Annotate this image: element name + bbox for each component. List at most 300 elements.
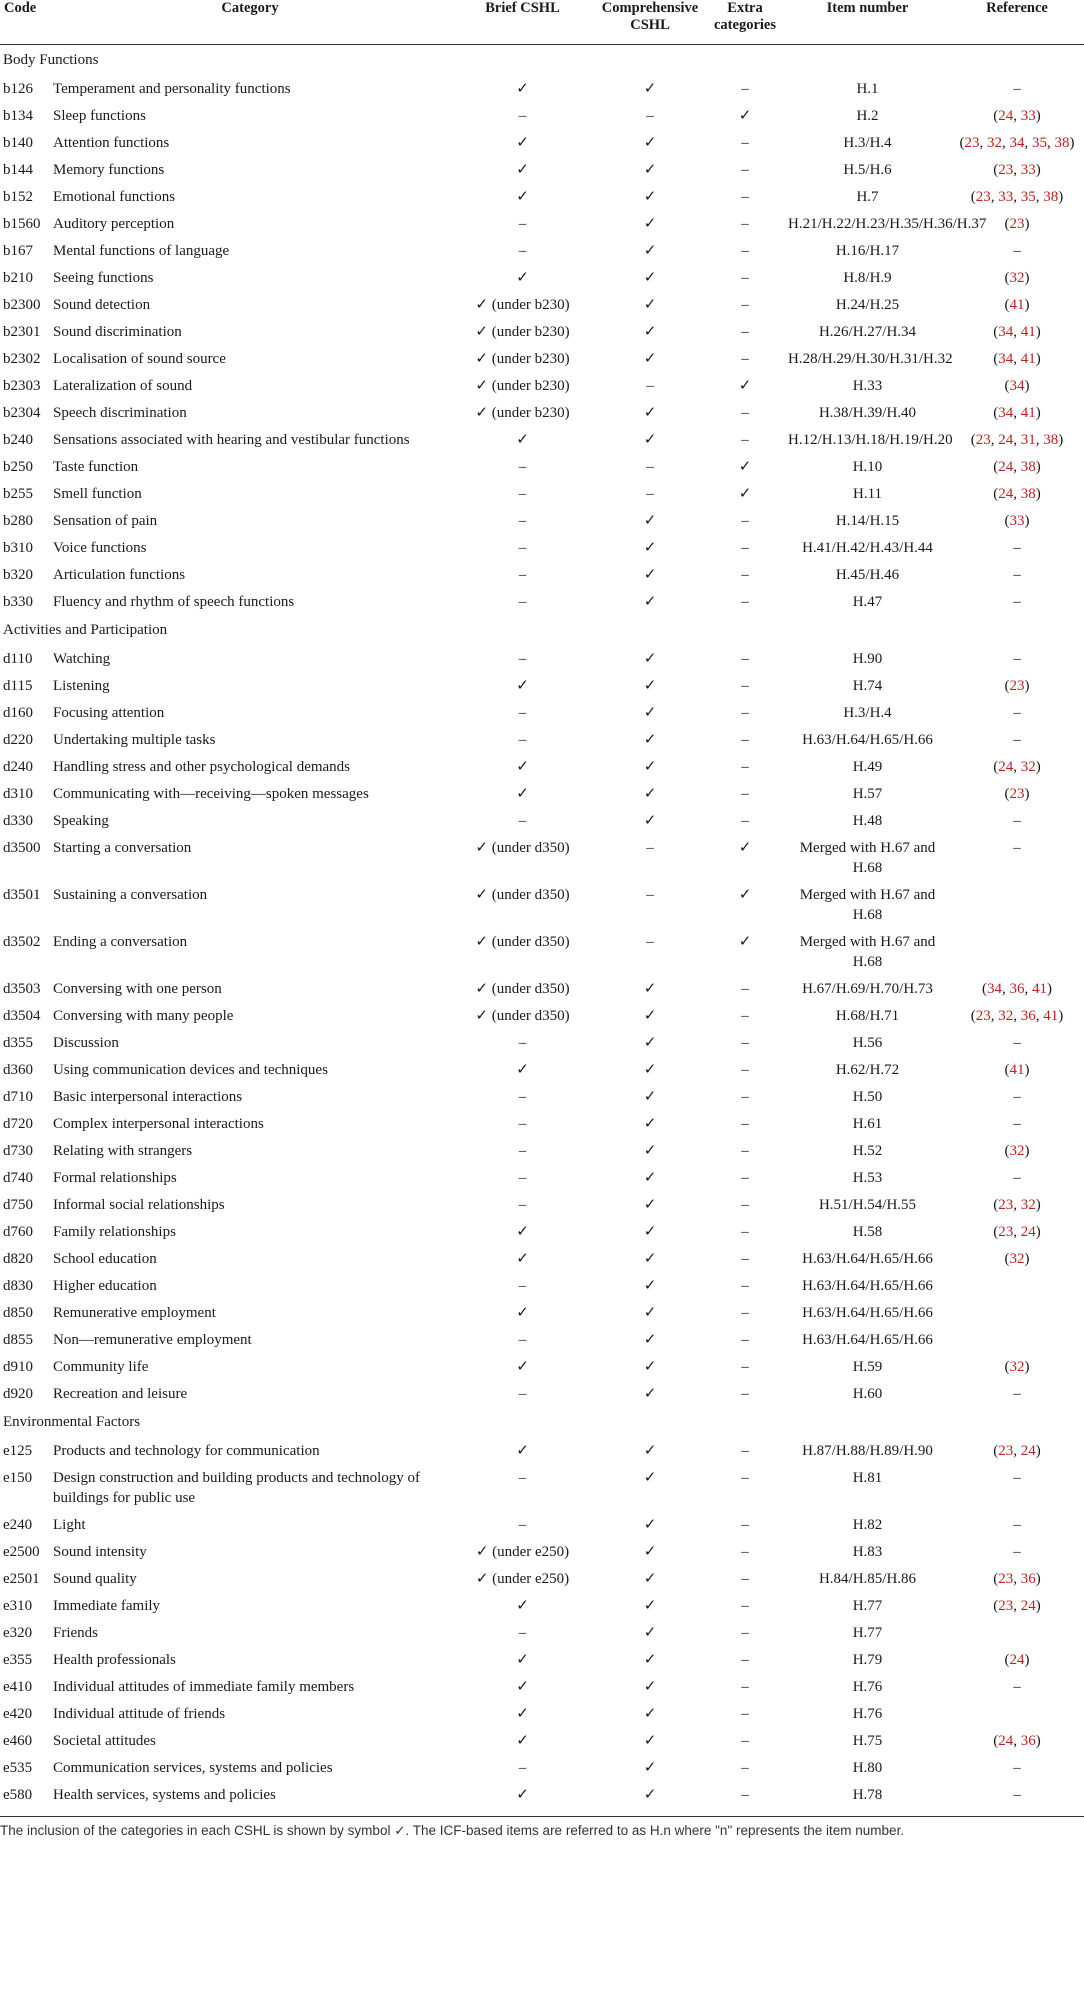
reference-link[interactable]: 34: [998, 405, 1014, 421]
reference-cell: (32): [1004, 1359, 1030, 1375]
code-cell: d3502: [3, 934, 41, 950]
reference-cell: [950, 534, 1084, 561]
extra-category-cell: –: [741, 1652, 749, 1668]
reference-cell: [950, 726, 1084, 753]
table-row: [0, 156, 1084, 183]
reference-link[interactable]: 41: [1020, 405, 1036, 421]
code-cell: d3503: [3, 981, 41, 997]
reference-cell: [950, 1700, 1084, 1727]
comprehensive-cshl-cell: ✓: [643, 1359, 657, 1375]
reference-cell: [950, 645, 1084, 672]
reference-link[interactable]: 24: [998, 1733, 1014, 1749]
code-cell: d820: [3, 1251, 33, 1267]
header-code: Code: [0, 0, 50, 45]
header-brief-cshl: Brief CSHL: [450, 0, 595, 45]
reference-link[interactable]: 24: [998, 486, 1014, 502]
extra-category-cell: –: [741, 324, 749, 340]
table-row: [0, 102, 1084, 129]
reference-dash: –: [1013, 1544, 1021, 1560]
code-cell: e240: [3, 1517, 33, 1533]
extra-category-cell: –: [741, 705, 749, 721]
reference-link[interactable]: 24: [1009, 1652, 1025, 1668]
reference-link[interactable]: 23: [1009, 216, 1025, 232]
extra-category-cell: –: [741, 1224, 749, 1240]
table-row: [0, 645, 1084, 672]
item-number-cell: H.76: [852, 1679, 883, 1695]
table-row: [0, 1565, 1084, 1592]
reference-link[interactable]: 32: [987, 135, 1002, 151]
reference-link[interactable]: 41: [1032, 981, 1047, 997]
category-cell: Individual attitudes of immediate family members: [53, 1679, 355, 1695]
extra-category-cell: –: [741, 1116, 749, 1132]
comprehensive-cshl-cell: –: [646, 486, 654, 502]
header-extra-categories: Extra categories: [705, 0, 785, 45]
reference-link[interactable]: 23: [998, 1598, 1014, 1614]
reference-link[interactable]: 35: [1032, 135, 1047, 151]
item-number-cell: H.61: [852, 1116, 883, 1132]
table-row: [0, 507, 1084, 534]
table-row: [0, 1056, 1084, 1083]
comprehensive-cshl-cell: ✓: [643, 189, 657, 205]
reference-link[interactable]: 23: [998, 1443, 1014, 1459]
category-cell: Communication services, systems and policies: [53, 1760, 333, 1776]
category-cell: Sound discrimination: [53, 324, 182, 340]
item-number-cell: H.57: [852, 786, 883, 802]
brief-cshl-cell: –: [518, 216, 527, 232]
item-number-cell: H.76: [852, 1706, 883, 1722]
category-cell: Attention functions: [53, 135, 170, 151]
reference-link[interactable]: 24: [1020, 1598, 1036, 1614]
reference-cell: [950, 1380, 1084, 1407]
extra-category-cell: –: [741, 1706, 749, 1722]
reference-cell: [950, 1326, 1084, 1353]
reference-link[interactable]: 31: [1020, 432, 1036, 448]
brief-cshl-cell: –: [518, 486, 527, 502]
extra-category-cell: –: [741, 1359, 749, 1375]
reference-link[interactable]: 32: [1009, 1143, 1025, 1159]
reference-cell: (23, 24): [993, 1598, 1041, 1614]
category-cell: Sound quality: [53, 1571, 137, 1587]
extra-category-cell: –: [741, 297, 749, 313]
category-cell: Articulation functions: [53, 567, 186, 583]
extra-category-cell: –: [741, 1008, 749, 1024]
table-row: [0, 183, 1084, 210]
reference-link[interactable]: 23: [975, 432, 991, 448]
table-row: [0, 426, 1084, 453]
brief-cshl-cell: ✓: [516, 270, 529, 286]
table-row: [0, 834, 1084, 881]
reference-cell: (23, 32, 34, 35, 38): [959, 135, 1075, 151]
reference-link[interactable]: 38: [1020, 459, 1036, 475]
brief-cshl-cell: –: [518, 1116, 527, 1132]
item-number-cell: H.68/H.71: [835, 1008, 900, 1024]
reference-link[interactable]: 24: [998, 459, 1014, 475]
reference-link[interactable]: 33: [1020, 108, 1036, 124]
comprehensive-cshl-cell: ✓: [643, 813, 657, 829]
reference-link[interactable]: 23: [975, 189, 991, 205]
item-number-cell: H.56: [852, 1035, 883, 1051]
code-cell: d310: [3, 786, 33, 802]
category-cell: Non—remunerative employment: [53, 1332, 252, 1348]
category-cell: Sleep functions: [53, 108, 146, 124]
brief-cshl-cell: ✓: [516, 678, 529, 694]
extra-category-cell: –: [741, 1386, 749, 1402]
reference-link[interactable]: 32: [1020, 759, 1036, 775]
reference-dash: –: [1013, 1386, 1021, 1402]
reference-dash: –: [1013, 540, 1021, 556]
brief-cshl-cell: –: [518, 108, 527, 124]
brief-cshl-cell: ✓ (under d350): [475, 934, 570, 950]
code-cell: e355: [3, 1652, 33, 1668]
brief-cshl-cell: ✓: [516, 189, 529, 205]
extra-category-cell: –: [741, 189, 749, 205]
comprehensive-cshl-cell: ✓: [643, 1517, 657, 1533]
code-cell: e125: [3, 1443, 33, 1459]
category-cell: Auditory perception: [53, 216, 175, 232]
comprehensive-cshl-cell: ✓: [643, 1251, 657, 1267]
category-cell: Relating with strangers: [53, 1143, 193, 1159]
comprehensive-cshl-cell: ✓: [643, 981, 657, 997]
comprehensive-cshl-cell: ✓: [643, 1170, 657, 1186]
extra-category-cell: –: [741, 1251, 749, 1267]
reference-cell: (41): [1004, 297, 1030, 313]
reference-link[interactable]: 32: [1020, 1197, 1036, 1213]
code-cell: d750: [3, 1197, 33, 1213]
category-cell: Formal relationships: [53, 1170, 177, 1186]
reference-cell: [950, 75, 1084, 102]
brief-cshl-cell: ✓ (under d350): [475, 840, 570, 856]
comprehensive-cshl-cell: ✓: [643, 1598, 657, 1614]
item-number-cell: H.3/H.4: [843, 705, 892, 721]
table-row: [0, 561, 1084, 588]
comprehensive-cshl-cell: ✓: [643, 1089, 657, 1105]
extra-category-cell: –: [741, 678, 749, 694]
brief-cshl-cell: –: [518, 459, 527, 475]
item-number-cell: H.82: [852, 1517, 883, 1533]
reference-cell: (34, 36, 41): [982, 981, 1052, 997]
brief-cshl-cell: ✓ (under e250): [475, 1544, 570, 1560]
reference-link[interactable]: 33: [1020, 162, 1036, 178]
header-comprehensive-cshl: Comprehensive CSHL: [595, 0, 705, 45]
reference-link[interactable]: 41: [1020, 324, 1036, 340]
comprehensive-cshl-cell: ✓: [643, 1443, 657, 1459]
comprehensive-cshl-cell: ✓: [643, 1571, 657, 1587]
extra-category-cell: ✓: [738, 887, 752, 903]
item-number-cell: H.77: [852, 1598, 883, 1614]
category-cell: Sound intensity: [53, 1544, 147, 1560]
category-cell: Light: [53, 1517, 86, 1533]
code-cell: b2303: [3, 378, 41, 394]
brief-cshl-cell: ✓: [516, 162, 529, 178]
brief-cshl-cell: ✓: [516, 1305, 529, 1321]
table-header: [0, 0, 1084, 45]
comprehensive-cshl-cell: ✓: [643, 651, 657, 667]
extra-category-cell: ✓: [738, 934, 752, 950]
extra-category-cell: –: [741, 1278, 749, 1294]
brief-cshl-cell: ✓: [516, 1062, 529, 1078]
section-title: Body Functions: [3, 52, 99, 68]
reference-cell: (24): [1004, 1652, 1030, 1668]
reference-link[interactable]: 36: [1020, 1571, 1036, 1587]
code-cell: e2500: [3, 1544, 40, 1560]
brief-cshl-cell: ✓: [516, 135, 529, 151]
reference-link[interactable]: 23: [1009, 786, 1025, 802]
reference-dash: –: [1013, 1170, 1021, 1186]
table-row: [0, 1464, 1084, 1511]
table-row: [0, 372, 1084, 399]
comprehensive-cshl-cell: ✓: [643, 324, 657, 340]
extra-category-cell: –: [741, 1679, 749, 1695]
code-cell: b240: [3, 432, 33, 448]
reference-link[interactable]: 24: [998, 432, 1014, 448]
category-cell: Handling stress and other psychological demands: [53, 759, 351, 775]
reference-link[interactable]: 23: [998, 1197, 1014, 1213]
brief-cshl-cell: –: [518, 1197, 527, 1213]
table-row: [0, 1110, 1084, 1137]
reference-cell: (41): [1004, 1062, 1030, 1078]
item-number-cell: H.24/H.25: [835, 297, 900, 313]
reference-link[interactable]: 32: [1009, 270, 1025, 286]
table-row: [0, 1673, 1084, 1700]
reference-link[interactable]: 32: [1009, 1359, 1025, 1375]
code-cell: d115: [3, 678, 33, 694]
extra-category-cell: –: [741, 1170, 749, 1186]
reference-link[interactable]: 24: [1020, 1224, 1036, 1240]
table-footnote: The inclusion of the categories in each CSHL is shown by symbol ✓. The ICF-based items are referred to as H.n where "n" represents the item number.: [0, 1816, 1084, 1839]
brief-cshl-cell: –: [518, 594, 527, 610]
reference-link[interactable]: 24: [1020, 1443, 1036, 1459]
table-row: [0, 480, 1084, 507]
comprehensive-cshl-cell: ✓: [643, 216, 657, 232]
reference-cell: (23, 24): [993, 1443, 1041, 1459]
code-cell: b330: [3, 594, 33, 610]
category-cell: Speaking: [53, 813, 109, 829]
code-cell: e460: [3, 1733, 33, 1749]
brief-cshl-cell: –: [518, 1386, 527, 1402]
reference-cell: [950, 1110, 1084, 1137]
code-cell: d3504: [3, 1008, 41, 1024]
reference-cell: (32): [1004, 270, 1030, 286]
category-cell: Temperament and personality functions: [53, 81, 291, 97]
table-row: [0, 1164, 1084, 1191]
extra-category-cell: –: [741, 1760, 749, 1776]
comprehensive-cshl-cell: ✓: [643, 1679, 657, 1695]
item-number-cell: H.62/H.72: [835, 1062, 900, 1078]
reference-cell: [950, 699, 1084, 726]
item-number-cell: H.81: [852, 1470, 883, 1486]
code-cell: b320: [3, 567, 33, 583]
table-row: [0, 264, 1084, 291]
extra-category-cell: –: [741, 1143, 749, 1159]
comprehensive-cshl-cell: ✓: [643, 567, 657, 583]
category-cell: School education: [53, 1251, 157, 1267]
reference-link[interactable]: 41: [1009, 297, 1025, 313]
reference-link[interactable]: 38: [1054, 135, 1070, 151]
reference-link[interactable]: 38: [1043, 189, 1059, 205]
extra-category-cell: –: [741, 1332, 749, 1348]
category-cell: Conversing with one person: [53, 981, 222, 997]
table-row: [0, 928, 1084, 975]
code-cell: b210: [3, 270, 33, 286]
category-cell: Complex interpersonal interactions: [53, 1116, 264, 1132]
reference-dash: –: [1013, 243, 1021, 259]
extra-category-cell: –: [741, 270, 749, 286]
comprehensive-cshl-cell: ✓: [643, 732, 657, 748]
reference-link[interactable]: 23: [1009, 678, 1025, 694]
table-row: [0, 1538, 1084, 1565]
brief-cshl-cell: ✓ (under d350): [475, 1008, 570, 1024]
item-number-cell: H.77: [852, 1625, 883, 1641]
reference-link[interactable]: 41: [1020, 351, 1036, 367]
table-row: [0, 1380, 1084, 1407]
reference-link[interactable]: 32: [1009, 1251, 1025, 1267]
reference-link[interactable]: 34: [998, 324, 1014, 340]
code-cell: d910: [3, 1359, 33, 1375]
item-number-cell: H.50: [852, 1089, 883, 1105]
table-row: [0, 1299, 1084, 1326]
reference-cell: [950, 561, 1084, 588]
category-cell: Informal social relationships: [53, 1197, 225, 1213]
comprehensive-cshl-cell: ✓: [643, 135, 657, 151]
code-cell: b2300: [3, 297, 41, 313]
table-row: [0, 399, 1084, 426]
reference-link[interactable]: 35: [1020, 189, 1036, 205]
category-cell: Community life: [53, 1359, 149, 1375]
reference-link[interactable]: 41: [1043, 1008, 1059, 1024]
table-row: [0, 1511, 1084, 1538]
item-number-cell: H.7: [856, 189, 879, 205]
table-row: [0, 881, 1084, 928]
reference-cell: [950, 928, 1084, 975]
item-number-cell: Merged with H.67 and H.68: [799, 840, 936, 876]
comprehensive-cshl-cell: ✓: [643, 405, 657, 421]
item-number-cell: H.26/H.27/H.34: [818, 324, 917, 340]
reference-link[interactable]: 23: [964, 135, 980, 151]
brief-cshl-cell: –: [518, 1089, 527, 1105]
table-row: [0, 588, 1084, 615]
extra-category-cell: –: [741, 1625, 749, 1641]
category-cell: Family relationships: [53, 1224, 176, 1240]
item-number-cell: Merged with H.67 and H.68: [799, 934, 936, 970]
category-cell: Remunerative employment: [53, 1305, 216, 1321]
reference-link[interactable]: 24: [998, 759, 1014, 775]
brief-cshl-cell: ✓: [516, 759, 529, 775]
extra-category-cell: –: [741, 1305, 749, 1321]
code-cell: b2304: [3, 405, 41, 421]
category-cell: Emotional functions: [53, 189, 176, 205]
code-cell: d220: [3, 732, 33, 748]
table-row: [0, 1029, 1084, 1056]
reference-link[interactable]: 36: [1020, 1008, 1036, 1024]
reference-link[interactable]: 38: [1043, 432, 1059, 448]
item-number-cell: H.12/H.13/H.18/H.19/H.20: [788, 432, 953, 448]
extra-category-cell: –: [741, 732, 749, 748]
table-body: [0, 45, 1084, 1809]
extra-category-cell: –: [741, 651, 749, 667]
category-cell: Basic interpersonal interactions: [53, 1089, 243, 1105]
reference-cell: (34, 41): [993, 405, 1041, 421]
reference-link[interactable]: 23: [998, 1571, 1014, 1587]
item-number-cell: H.63/H.64/H.65/H.66: [802, 1305, 933, 1321]
code-cell: d830: [3, 1278, 33, 1294]
reference-link[interactable]: 33: [998, 189, 1014, 205]
reference-link[interactable]: 41: [1009, 1062, 1025, 1078]
brief-cshl-cell: –: [518, 1278, 527, 1294]
reference-dash: –: [1013, 1089, 1021, 1105]
reference-link[interactable]: 23: [998, 162, 1014, 178]
category-cell: Seeing functions: [53, 270, 154, 286]
category-cell: Products and technology for communication: [53, 1443, 320, 1459]
item-number-cell: H.59: [852, 1359, 883, 1375]
section-title: Environmental Factors: [3, 1414, 141, 1430]
reference-link[interactable]: 34: [987, 981, 1002, 997]
brief-cshl-cell: ✓: [516, 1598, 529, 1614]
reference-link[interactable]: 32: [998, 1008, 1014, 1024]
category-cell: Voice functions: [53, 540, 147, 556]
code-cell: b167: [3, 243, 33, 259]
reference-link[interactable]: 36: [1009, 981, 1025, 997]
reference-link[interactable]: 34: [998, 351, 1014, 367]
table-row: [0, 1754, 1084, 1781]
code-cell: d240: [3, 759, 33, 775]
brief-cshl-cell: ✓: [516, 432, 529, 448]
reference-link[interactable]: 33: [1009, 513, 1025, 529]
reference-dash: –: [1013, 1116, 1021, 1132]
table-row: [0, 1619, 1084, 1646]
comprehensive-cshl-cell: ✓: [643, 1544, 657, 1560]
reference-link[interactable]: 38: [1020, 486, 1036, 502]
comprehensive-cshl-cell: ✓: [643, 1197, 657, 1213]
category-cell: Design construction and building products and technology of buildings for public use: [53, 1470, 421, 1506]
code-cell: b152: [3, 189, 33, 205]
table-row: [0, 1245, 1084, 1272]
code-cell: d730: [3, 1143, 33, 1159]
comprehensive-cshl-cell: –: [646, 887, 654, 903]
brief-cshl-cell: ✓: [516, 1787, 529, 1803]
extra-category-cell: –: [741, 1470, 749, 1486]
extra-category-cell: –: [741, 1517, 749, 1533]
reference-link[interactable]: 24: [998, 108, 1014, 124]
brief-cshl-cell: –: [518, 1517, 527, 1533]
reference-link[interactable]: 23: [975, 1008, 991, 1024]
code-cell: d710: [3, 1089, 33, 1105]
extra-category-cell: –: [741, 1089, 749, 1105]
comprehensive-cshl-cell: ✓: [643, 1652, 657, 1668]
category-cell: Sustaining a conversation: [53, 887, 208, 903]
category-cell: Higher education: [53, 1278, 157, 1294]
reference-link[interactable]: 34: [1009, 378, 1025, 394]
reference-cell: [950, 834, 1084, 881]
code-cell: b2301: [3, 324, 41, 340]
item-number-cell: H.63/H.64/H.65/H.66: [802, 732, 933, 748]
header-category: Category: [50, 0, 450, 45]
comprehensive-cshl-cell: ✓: [643, 432, 657, 448]
reference-link[interactable]: 36: [1020, 1733, 1036, 1749]
comprehensive-cshl-cell: –: [646, 840, 654, 856]
extra-category-cell: –: [741, 351, 749, 367]
reference-cell: (33): [1004, 513, 1030, 529]
table-row: [0, 1700, 1084, 1727]
code-cell: b310: [3, 540, 33, 556]
brief-cshl-cell: ✓: [516, 1359, 529, 1375]
reference-link[interactable]: 23: [998, 1224, 1014, 1240]
table-row: [0, 975, 1084, 1002]
code-cell: e535: [3, 1760, 33, 1776]
reference-cell: [950, 1272, 1084, 1299]
item-number-cell: H.49: [852, 759, 883, 775]
table-row: [0, 699, 1084, 726]
reference-link[interactable]: 34: [1009, 135, 1025, 151]
